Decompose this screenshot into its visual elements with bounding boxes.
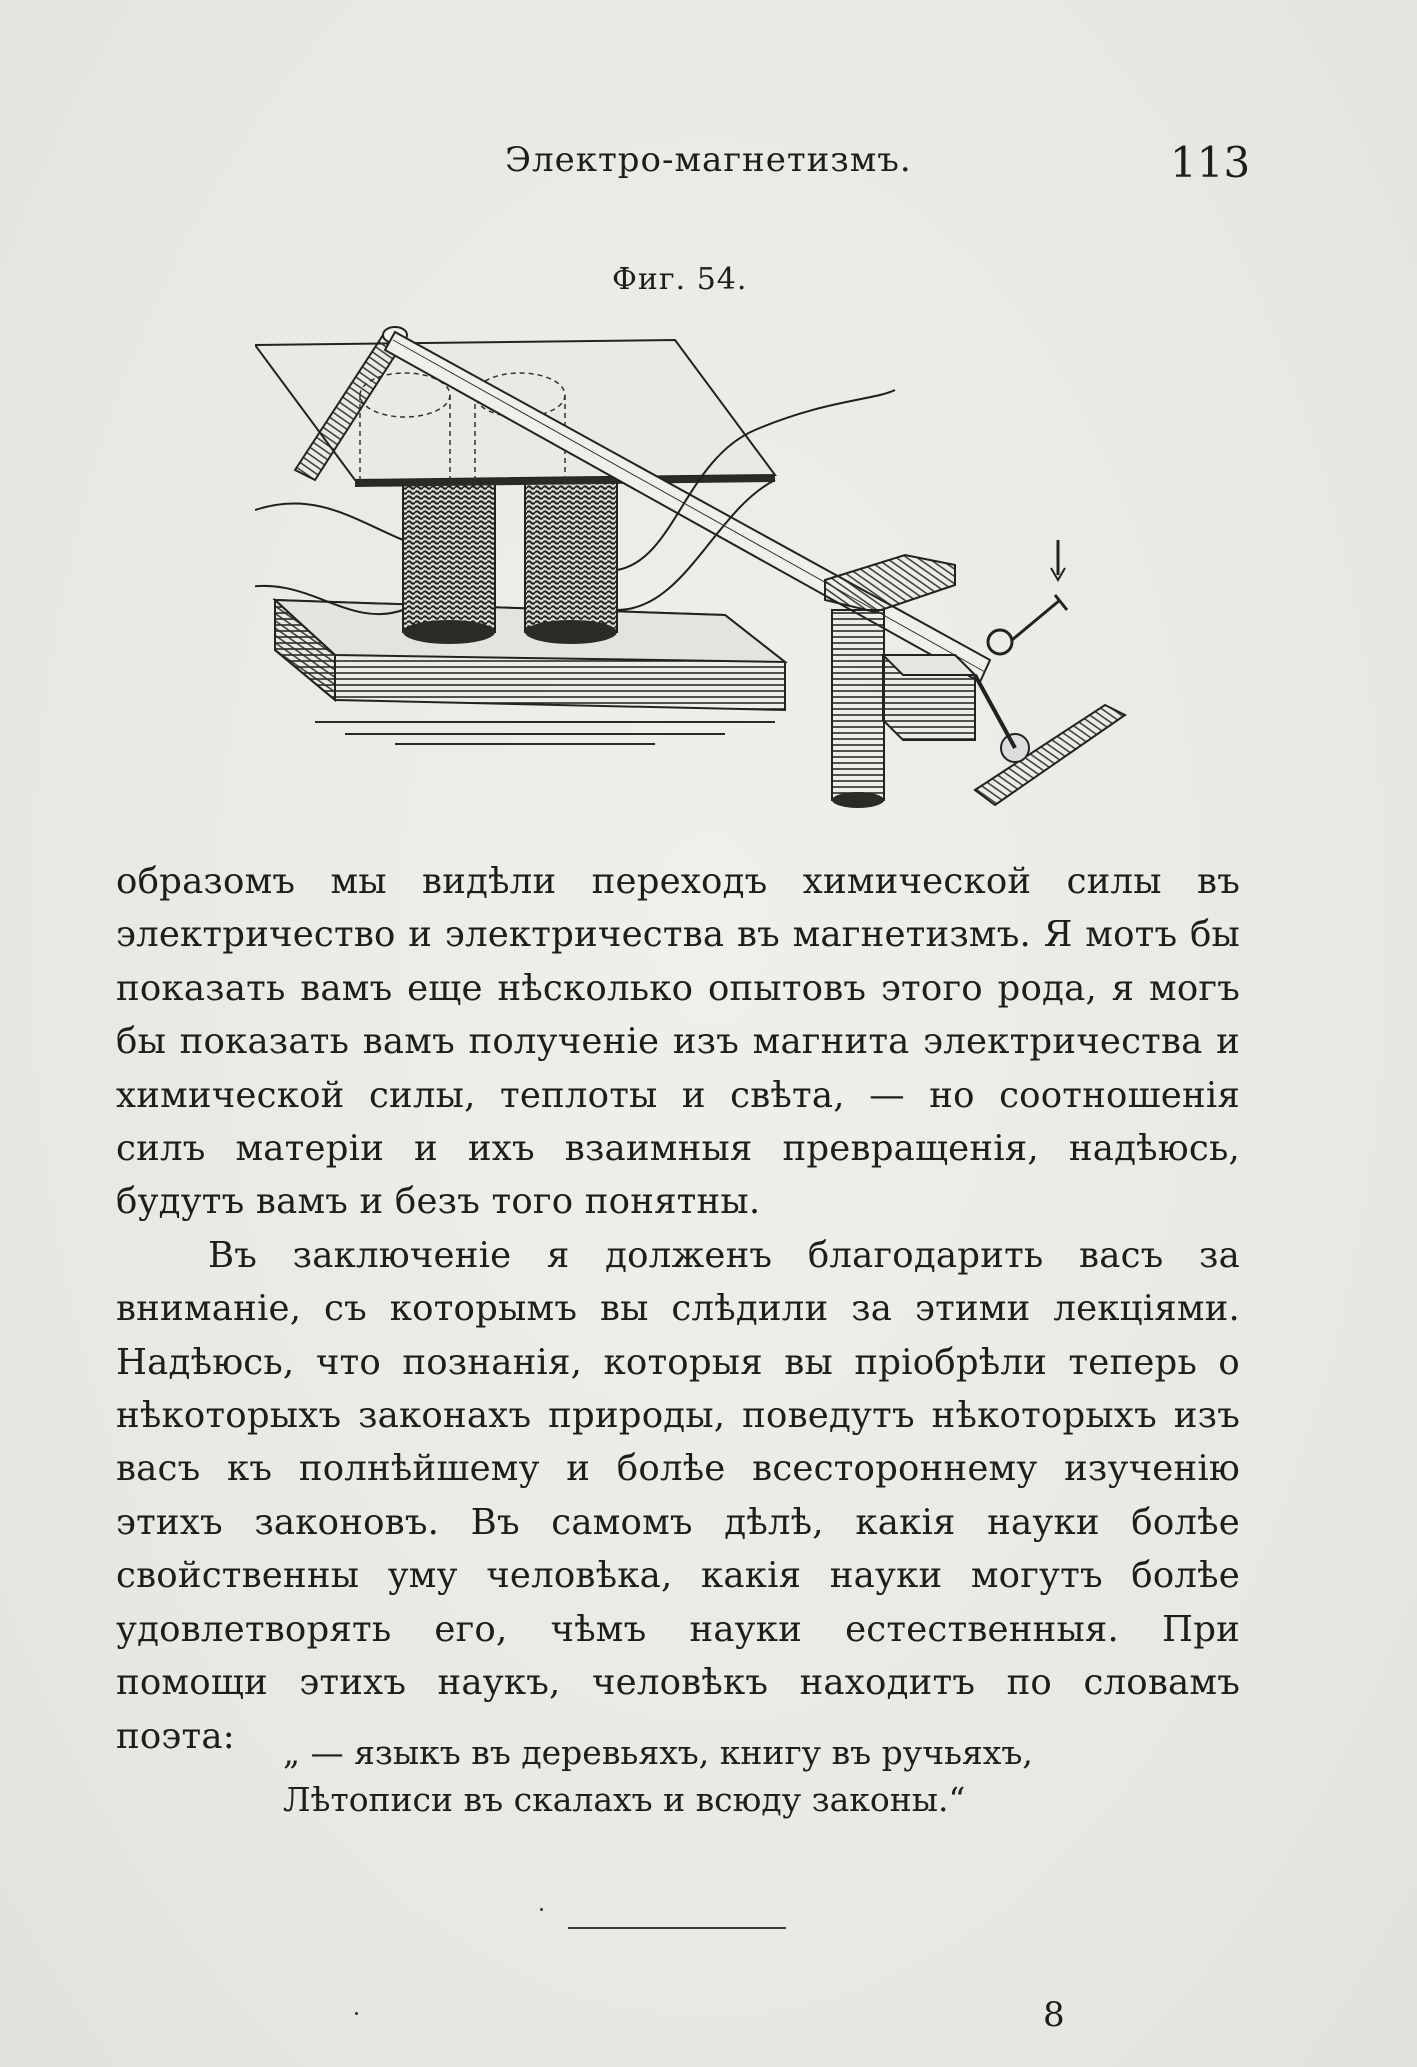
verse-line-2: Лѣтописи въ скалахъ и всюду законы.“ [283, 1780, 966, 1819]
signature-number: 8 [1043, 1995, 1065, 2035]
paragraph-2: Въ заключеніе я долженъ благодарить васъ за вниманіе, съ которымъ вы слѣдили за этими лекціями. Надѣюсь, что познанія, которыя вы пріобрѣли теперь о нѣкоторыхъ законахъ природы, поведутъ нѣкоторыхъ изъ васъ къ полнѣйшему и болѣе всестороннему изученію этихъ законовъ. Въ самомъ дѣлѣ, какія науки болѣе свойственны уму человѣка, какія науки могутъ болѣе удовлетворять его, чѣмъ науки естественныя. При помощи этихъ наукъ, человѣкъ находитъ по словамъ поэта: [116, 1234, 1240, 1757]
figure-caption: Фиг. 54. [612, 262, 748, 297]
page-number: 113 [1170, 138, 1251, 187]
paragraph-1: образомъ мы видѣли переходъ химической силы въ электричество и электричества въ магнетизмъ. Я мотъ бы показать вамъ еще нѣсколько опытовъ этого рода, я могъ бы показать вамъ полученіе изъ магнита электричества и химической силы, теплоты и свѣта, — но соотношенія силъ матеріи и ихъ взаимныя превращенія, надѣюсь, будутъ вамъ и безъ того понятны. [116, 861, 1240, 1223]
body-text [116, 855, 1240, 1763]
verse-line-1: „ — языкъ въ деревьяхъ, книгу въ ручьяхъ, [283, 1733, 1033, 1772]
ink-speck [540, 1908, 543, 1911]
scale-and-pointer [975, 540, 1125, 805]
small-block [883, 655, 975, 740]
section-rule [568, 1927, 786, 1929]
electromagnet-engraving [255, 310, 1155, 850]
running-head: Электро-магнетизмъ. [505, 140, 912, 180]
ink-speck [355, 2012, 358, 2015]
